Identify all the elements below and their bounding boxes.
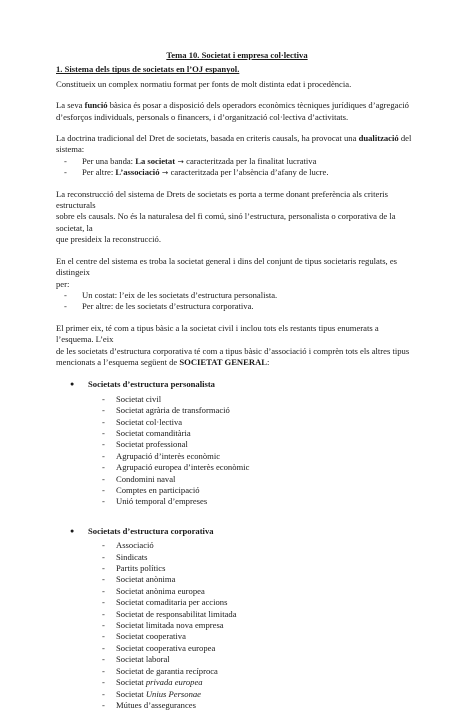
list-item: - Un costat: l’eix de les societats d’estructura personalista. bbox=[56, 290, 418, 301]
bullet-icon: ● bbox=[70, 380, 75, 389]
paragraph-reconstruction: La reconstrucció del sistema de Drets de societats es porta a terme donant preferència als criteris estructurals sobre els causals. No és la naturalesa del fi comú, sinó l’estructura, personalista o corporativa de la societat, la que presideix la reconstrucció. bbox=[56, 188, 396, 245]
list-item: - Unió temporal d’empreses bbox=[56, 496, 418, 507]
paragraph-dualization: La doctrina tradicional del Dret de societats, basada en criteris causals, ha provocat una dualització del sistema: bbox=[56, 133, 412, 155]
list-item: - Per altre: L’associació → caracteritzada per l’absència d’afany de lucre. bbox=[56, 167, 418, 178]
bullet-icon: ● bbox=[70, 526, 75, 535]
list-item: - Societat cooperativa europea bbox=[56, 643, 418, 654]
paragraph-function: La seva funció bàsica és posar a disposició dels operadors econòmics tècniques jurídiques d’agregació d’esforços individuals, personals o financers, i d’organització col·lectiva d’activitats. bbox=[56, 100, 409, 122]
section-heading: 1. Sistema dels tipus de societats en l’OJ espanyol. bbox=[56, 64, 240, 75]
list-item: - Societat Unius Personae bbox=[56, 689, 418, 700]
list-item: - Sindicats bbox=[56, 552, 418, 563]
list-item: - Societat comanditària bbox=[56, 428, 418, 439]
personalista-list bbox=[56, 394, 418, 508]
paragraph-first-axis: El primer eix, té com a tipus bàsic a la societat civil i inclou tots els restants tipus enumerats a l’esquema. L’eix de les societats d’estructura corporativa té com a tipus bàsic d’associació i comprèn tots els altres tipus mencionats a l’esquema següent de SOCIETAT GENERAL: bbox=[56, 322, 410, 367]
list-item: - Associació bbox=[56, 540, 418, 551]
list-item: - Societat anònima europea bbox=[56, 586, 418, 597]
dualization-list bbox=[56, 156, 418, 179]
list-item: - Partits polítics bbox=[56, 563, 418, 574]
heading-corporativa: ● Societats d’estructura corporativa bbox=[70, 525, 214, 536]
list-item: - Societat comaditaria per accions bbox=[56, 597, 418, 608]
list-item: - Agrupació d’interès econòmic bbox=[56, 451, 418, 462]
list-item: - Societat de responsabilitat limitada bbox=[56, 609, 418, 620]
list-item: - Comptes en participació bbox=[56, 485, 418, 496]
list-item: - Societat anònima bbox=[56, 574, 418, 585]
heading-personalista: ● Societats d’estructura personalista bbox=[70, 379, 215, 390]
list-item: - Societat de garantia recíproca bbox=[56, 666, 418, 677]
corporativa-list bbox=[56, 540, 418, 711]
list-item: - Societat privada europea bbox=[56, 677, 418, 688]
list-item: - Per una banda: La societat → caracteritzada per la finalitat lucrativa bbox=[56, 156, 418, 167]
axes-list bbox=[56, 290, 418, 313]
list-item: - Societat col·lectiva bbox=[56, 417, 418, 428]
list-item: - Agrupació europea d’interès econòmic bbox=[56, 462, 418, 473]
list-item: - Societat agrària de transformació bbox=[56, 405, 418, 416]
document-title: Tema 10. Societat i empresa col·lectiva bbox=[166, 50, 308, 60]
list-item: - Societat limitada nova empresa bbox=[56, 620, 418, 631]
list-item: - Mútues d’assegurances bbox=[56, 700, 418, 711]
list-item: - Per altre: de les societats d’estructura corporativa. bbox=[56, 301, 418, 312]
list-item: - Societat cooperativa bbox=[56, 631, 418, 642]
list-item: - Societat professional bbox=[56, 439, 418, 450]
list-item: - Societat laboral bbox=[56, 654, 418, 665]
paragraph-center: En el centre del sistema es troba la societat general i dins del conjunt de tipus societaris regulats, es distingeix per: bbox=[56, 255, 398, 289]
list-item: - Societat civil bbox=[56, 394, 418, 405]
paragraph-intro: Constitueix un complex normatiu format per fonts de molt distinta edat i procedència. bbox=[56, 78, 352, 89]
list-item: - Condomini naval bbox=[56, 474, 418, 485]
